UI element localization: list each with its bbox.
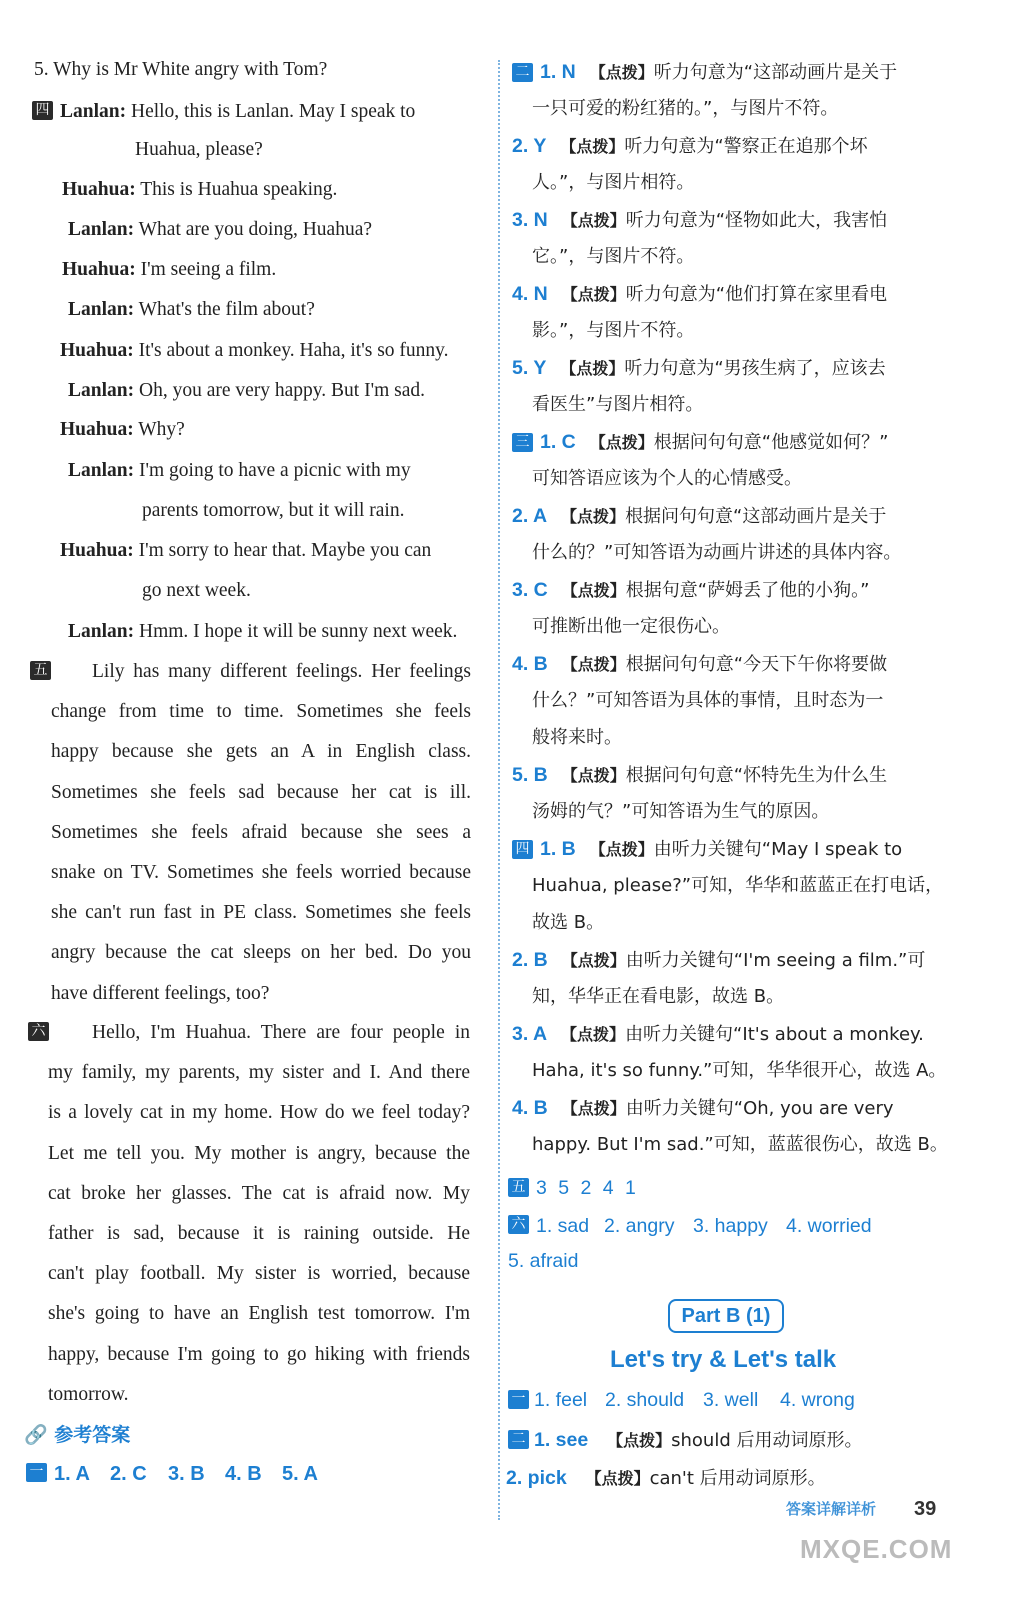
passage-line: Sometimes she feels sad because her cat is ill. <box>51 781 471 803</box>
section-badge: 三 <box>512 433 533 452</box>
hint-tag: 【点拨】 <box>589 63 654 82</box>
b1-item: 4. wrong <box>780 1389 855 1411</box>
hint-tag: 【点拨】 <box>561 951 626 970</box>
dialogue-text: It's about a monkey. Haha, it's so funny. <box>133 340 449 361</box>
hint-tag: 【点拨】 <box>561 211 626 230</box>
answer-number: 3. A <box>512 1023 548 1045</box>
section-badge: 四 <box>512 840 533 859</box>
answer-line-cont: 可推断出他一定很伤心。 <box>532 616 730 637</box>
answer-line <box>512 1022 924 1047</box>
dialogue-line <box>68 218 372 242</box>
speaker: Lanlan: <box>60 101 127 122</box>
dialogue-text: go next week. <box>142 580 251 601</box>
column-divider <box>498 60 500 1520</box>
passage-line: father is sad, because it is raining outside. He <box>48 1223 470 1244</box>
section-badge: 二 <box>512 63 533 82</box>
speaker: Huahua: <box>62 259 136 280</box>
speaker: Lanlan: <box>68 380 135 401</box>
answer-line-cont: 什么？”可知答语为具体的事情，且时态为一 <box>532 690 884 711</box>
sec6-item: 2. angry <box>604 1215 675 1237</box>
dialogue-line <box>60 339 449 363</box>
dialogue-text: I'm going to have a picnic with my <box>134 460 411 481</box>
ref-answer: 2. C <box>110 1463 147 1485</box>
dialogue-line <box>68 620 457 644</box>
dialogue-text: Hello, this is Lanlan. May I speak to <box>126 101 416 122</box>
answer-number: 4. B <box>512 1097 548 1119</box>
dialogue-text: What are you doing, Huahua? <box>134 219 373 240</box>
part-b-label: Part B (1) <box>668 1299 784 1333</box>
dialogue-line <box>142 499 404 523</box>
section-heading: Let's try & Let's talk <box>610 1346 837 1373</box>
passage-line: snake on TV. Sometimes she feels worried because <box>51 862 471 883</box>
page-number: 39 <box>914 1498 937 1520</box>
passage-line: have different feelings, too? <box>51 982 270 1004</box>
answer-line-cont: 般将来时。 <box>532 727 622 748</box>
answer-line <box>512 504 886 529</box>
dialogue-text: What's the film about? <box>134 299 315 320</box>
hint-tag: 【点拨】 <box>560 359 625 378</box>
answer-line-cont: happy. But I'm sad.”可知，蓝蓝很伤心，故选 B。 <box>532 1134 948 1155</box>
passage-line: can't play football. My sister is worried, because <box>48 1263 470 1285</box>
sec6-extra: 5. afraid <box>508 1250 579 1272</box>
sec5-order: 3 5 2 4 1 <box>536 1177 636 1199</box>
answer-line <box>512 652 887 677</box>
speaker: Huahua: <box>60 540 134 561</box>
passage-line: Hello, I'm Huahua. There are four people in <box>92 1022 470 1043</box>
ref-answer: 3. B <box>168 1463 205 1485</box>
section-badge-5: 五 <box>30 661 51 680</box>
dialogue-text: Hmm. I hope it will be sunny next week. <box>134 621 458 642</box>
answer-line <box>512 948 925 973</box>
answer-number: 1. N <box>540 61 576 83</box>
answer-line-cont: Haha, it's so funny.”可知，华华很开心，故选 A。 <box>532 1060 947 1081</box>
answer-line-cont: 人。”，与图片相符。 <box>532 172 695 193</box>
hint-tag: 【点拨】 <box>589 433 654 452</box>
passage-line: angry because the cat sleeps on her bed. Do you <box>51 942 471 964</box>
passage-line: Sometimes she feels afraid because she sees a <box>51 821 471 843</box>
b-badge-1: 一 <box>508 1390 529 1409</box>
dialogue-line <box>60 418 185 442</box>
b2-tag: 【点拨】 <box>607 1431 672 1450</box>
b3-text: can't 后用动词原形。 <box>649 1468 826 1489</box>
b1-item: 2. should <box>605 1389 685 1411</box>
hint-tag: 【点拨】 <box>561 1099 626 1118</box>
hint-text: 由听力关键句“I'm seeing a film.”可 <box>625 950 926 971</box>
b2-num: 1. see <box>534 1429 589 1451</box>
speaker: Lanlan: <box>68 621 135 642</box>
passage-line: my family, my parents, my sister and I. And there <box>48 1062 470 1084</box>
passage-line: Let me tell you. My mother is angry, because the <box>48 1142 470 1164</box>
dialogue-line <box>60 100 415 124</box>
b1-item: 1. feel <box>534 1389 588 1411</box>
answer-number: 2. Y <box>512 135 547 157</box>
ref-badge-1: 一 <box>26 1463 47 1482</box>
hint-tag: 【点拨】 <box>589 840 654 859</box>
answer-line-cont: Huahua, please?”可知，华华和蓝蓝正在打电话， <box>532 875 944 896</box>
question-5: 5. Why is Mr White angry with Tom? <box>34 59 328 80</box>
hint-tag: 【点拨】 <box>560 137 625 156</box>
b2-line <box>534 1428 862 1453</box>
answer-number: 3. N <box>512 209 548 231</box>
answer-line <box>512 763 887 788</box>
speaker: Lanlan: <box>68 299 135 320</box>
answer-line <box>540 430 888 455</box>
answer-number: 4. N <box>512 283 548 305</box>
passage-line: happy because she gets an A in English class. <box>51 741 471 763</box>
answer-number: 1. B <box>540 838 576 860</box>
dialogue-text: Why? <box>133 419 185 440</box>
hint-tag: 【点拨】 <box>561 507 626 526</box>
link-icon: 🔗 <box>24 1424 48 1446</box>
hint-tag: 【点拨】 <box>561 581 626 600</box>
answer-line <box>540 837 902 862</box>
passage-line: cat broke her glasses. The cat is afraid now. My <box>48 1182 470 1204</box>
sec6-item: 1. sad <box>536 1215 590 1237</box>
answer-line-cont: 看医生”与图片相符。 <box>532 394 704 415</box>
hint-text: 由听力关键句“May I speak to <box>653 839 903 860</box>
answer-number: 1. C <box>540 431 576 453</box>
answer-number: 3. C <box>512 579 548 601</box>
sec6-item: 4. worried <box>786 1215 872 1237</box>
hint-text: 听力句意为“这部动画片是关于 <box>653 62 898 83</box>
b-badge-2: 二 <box>508 1430 529 1449</box>
b1-item: 3. well <box>703 1389 759 1411</box>
dialogue-line <box>142 579 251 603</box>
dialogue-line <box>135 138 263 162</box>
hint-text: 由听力关键句“Oh, you are very <box>625 1098 894 1119</box>
section-badge-5-answers: 五 <box>508 1178 529 1197</box>
dialogue-line <box>62 178 337 202</box>
answer-line <box>540 60 897 85</box>
hint-text: 根据句意“萨姆丢了他的小狗。” <box>625 580 870 601</box>
dialogue-line <box>68 298 315 322</box>
answer-number: 4. B <box>512 653 548 675</box>
dialogue-text: parents tomorrow, but it will rain. <box>142 500 405 521</box>
answer-line <box>512 578 869 603</box>
dialogue-line <box>68 459 411 483</box>
b3-line <box>506 1466 826 1491</box>
answer-line <box>512 282 887 307</box>
hint-tag: 【点拨】 <box>561 1025 626 1044</box>
answer-line-cont: 它。”，与图片不符。 <box>532 246 695 267</box>
dialogue-text: This is Huahua speaking. <box>135 179 338 200</box>
section-badge-6-answers: 六 <box>508 1215 529 1234</box>
hint-text: 听力句意为“他们打算在家里看电 <box>625 284 888 305</box>
dialogue-line <box>60 539 431 563</box>
hint-tag: 【点拨】 <box>561 655 626 674</box>
footer-label: 答案详解详析 <box>786 1500 877 1518</box>
dialogue-line <box>68 379 425 403</box>
answer-number: 5. B <box>512 764 548 786</box>
hint-text: 由听力关键句“It's about a monkey. <box>625 1024 924 1045</box>
answer-line-cont: 影。”，与图片不符。 <box>532 320 695 341</box>
answer-number: 2. B <box>512 949 548 971</box>
answer-line-cont: 一只可爱的粉红猪的。”，与图片不符。 <box>532 98 839 119</box>
speaker: Huahua: <box>60 419 134 440</box>
passage-line: she can't run fast in PE class. Sometimes she feels <box>51 902 471 924</box>
dialogue-line <box>62 258 276 282</box>
speaker: Huahua: <box>62 179 136 200</box>
hint-text: 根据问句句意“今天下午你将要做 <box>625 654 888 675</box>
hint-text: 根据问句句意“这部动画片是关于 <box>625 506 887 527</box>
passage-line: change from time to time. Sometimes she feels <box>51 701 471 723</box>
ref-answer: 4. B <box>225 1463 262 1485</box>
speaker: Huahua: <box>60 340 134 361</box>
dialogue-text: I'm sorry to hear that. Maybe you can <box>133 540 432 561</box>
ref-answer: 5. A <box>282 1463 318 1485</box>
ref-answer: 1. A <box>54 1463 90 1485</box>
dialogue-text: Oh, you are very happy. But I'm sad. <box>134 380 426 401</box>
answer-line-cont: 什么的？”可知答语为动画片讲述的具体内容。 <box>532 542 902 563</box>
answer-line <box>512 134 868 159</box>
answer-line-cont: 知，华华正在看电影，故选 B。 <box>532 986 785 1007</box>
b3-tag: 【点拨】 <box>585 1469 650 1488</box>
answer-number: 2. A <box>512 505 548 527</box>
passage-line: Lily has many different feelings. Her feelings <box>92 661 471 682</box>
passage-line: is a lovely cat in my home. How do we feel today? <box>48 1102 470 1124</box>
dialogue-text: Huahua, please? <box>135 139 263 160</box>
speaker: Lanlan: <box>68 219 135 240</box>
speaker: Lanlan: <box>68 460 135 481</box>
passage-line: happy, because I'm going to go hiking with friends <box>48 1343 470 1365</box>
b3-num: 2. pick <box>506 1467 567 1489</box>
passage-line: she's going to have an English test tomorrow. I'm <box>48 1303 470 1325</box>
reference-title-text: 参考答案 <box>54 1424 131 1446</box>
hint-tag: 【点拨】 <box>561 285 626 304</box>
section-badge-4: 四 <box>32 101 53 120</box>
reference-answers-title <box>24 1420 130 1447</box>
hint-text: 根据问句句意“怀特先生为什么生 <box>625 765 888 786</box>
answer-line <box>512 356 886 381</box>
answer-line-cont: 故选 B。 <box>532 912 605 933</box>
answer-line <box>512 208 887 233</box>
watermark: MXQE.COM <box>800 1534 953 1564</box>
section-badge-6: 六 <box>28 1022 49 1041</box>
passage-line: tomorrow. <box>48 1383 129 1405</box>
answer-line <box>512 1096 894 1121</box>
hint-tag: 【点拨】 <box>561 766 626 785</box>
hint-text: 听力句意为“警察正在追那个坏 <box>624 136 868 157</box>
dialogue-text: I'm seeing a film. <box>135 259 277 280</box>
answer-line-cont: 汤姆的气？”可知答语为生气的原因。 <box>532 801 830 822</box>
b2-text: should 后用动词原形。 <box>671 1430 863 1451</box>
hint-text: 听力句意为“男孩生病了，应该去 <box>624 358 886 379</box>
sec6-item: 3. happy <box>693 1215 768 1237</box>
answer-line-cont: 可知答语应该为个人的心情感受。 <box>532 468 802 489</box>
hint-text: 根据问句句意“他感觉如何？” <box>653 432 889 453</box>
hint-text: 听力句意为“怪物如此大，我害怕 <box>625 210 888 231</box>
answer-number: 5. Y <box>512 357 547 379</box>
